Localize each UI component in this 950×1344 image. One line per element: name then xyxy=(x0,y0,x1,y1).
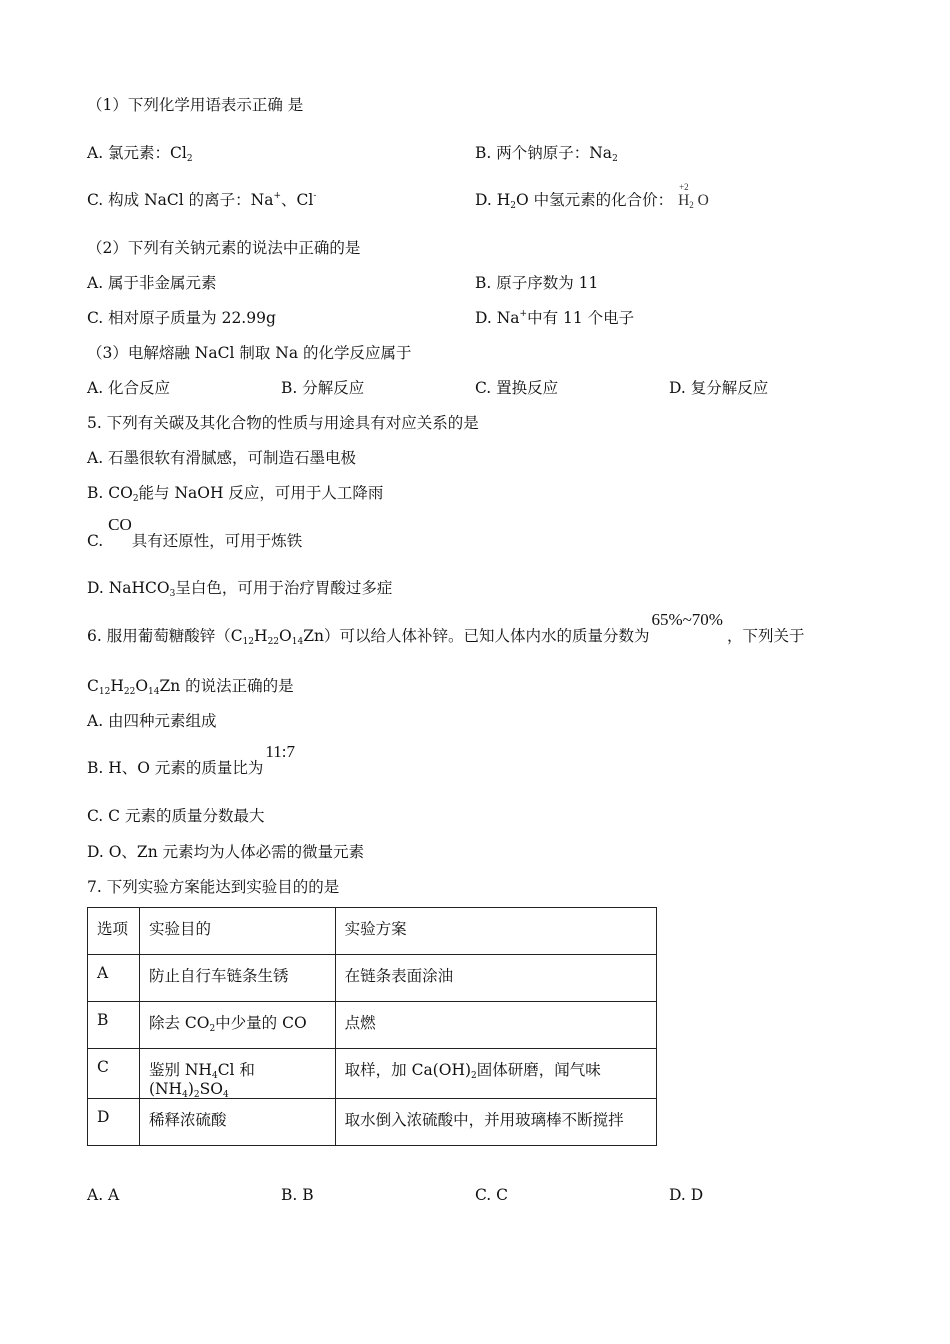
table-cell-option: B xyxy=(88,1002,140,1049)
q4-1-option-a: A. 氯元素：$Cl_2$ xyxy=(87,144,193,164)
q7-option-a: A. A xyxy=(87,1186,120,1204)
q4-1-stem: （1）下列化学用语表示正确 是 xyxy=(87,96,304,114)
q4-3-option-a: A. 化合反应 xyxy=(87,379,171,397)
q4-2-option-b: B. 原子序数为 11 xyxy=(475,274,599,292)
valence-formula: +2 $H_2$ O xyxy=(678,182,709,210)
table-cell-goal: 稀释浓硫酸 xyxy=(139,1099,335,1146)
q4-1-option-b: B. 两个钠原子：$Na_2$ xyxy=(475,144,618,164)
q5-option-d: D. NaHCO$_3$呈白色，可用于治疗胃酸过多症 xyxy=(87,579,393,599)
table-cell-option: C xyxy=(88,1049,140,1099)
q4-3-option-b: B. 分解反应 xyxy=(281,379,365,397)
q7-option-c: C. C xyxy=(475,1186,509,1204)
table-cell-goal: 鉴别 $NH_4Cl$ 和$(NH_4)_2SO_4$ xyxy=(139,1049,335,1099)
q4-3-option-c: C. 置换反应 xyxy=(475,379,559,397)
mass-ratio: 11:7 xyxy=(265,742,295,761)
q7-option-d: D. D xyxy=(669,1186,704,1204)
co-formula: CO xyxy=(108,515,132,534)
table-row xyxy=(88,1099,657,1146)
q5-stem: 5. 下列有关碳及其化合物的性质与用途具有对应关系的是 xyxy=(87,414,479,432)
q4-1-option-c: C. 构成 NaCl 的离子：Na+、Cl- xyxy=(87,191,317,209)
q5-option-b: B. $CO_2$能与 NaOH 反应，可用于人工降雨 xyxy=(87,484,384,504)
q4-2-option-a: A. 属于非金属元素 xyxy=(87,274,217,292)
q5-option-c: C. CO具有还原性，可用于炼铁 xyxy=(87,515,303,550)
table-cell-goal: 除去 $CO_2$中少量的 CO xyxy=(139,1002,335,1049)
q7-option-b: B. B xyxy=(281,1186,314,1204)
table-cell-option: A xyxy=(88,955,140,1002)
table-header: 选项 xyxy=(88,908,140,955)
q6-option-d: D. O、Zn 元素均为人体必需的微量元素 xyxy=(87,843,365,861)
table-cell-goal: 防止自行车链条生锈 xyxy=(139,955,335,1002)
q6-stem: 6. 服用葡萄糖酸锌$(C_{12}H_{22}O_{14}Zn)$可以给人体补锌。已知人体内水的质量分数为65%~70%，下列关于 xyxy=(87,610,805,647)
table-cell-plan: 取样，加 $Ca(OH)_2$固体研磨，闻气味 xyxy=(335,1049,656,1099)
table-row xyxy=(88,1049,657,1099)
table-cell-plan: 在链条表面涂油 xyxy=(335,955,656,1002)
table-cell-plan: 取水倒入浓硫酸中，并用玻璃棒不断搅拌 xyxy=(335,1099,656,1146)
q6-option-c: C. C 元素的质量分数最大 xyxy=(87,807,265,825)
water-percent: 65%~70% xyxy=(651,610,723,629)
table-header-row xyxy=(88,908,657,955)
q6-option-b: B. H、O 元素的质量比为11:7 xyxy=(87,742,295,777)
q4-3-stem: （3）电解熔融 NaCl 制取 Na 的化学反应属于 xyxy=(87,344,412,362)
q4-3-option-d: D. 复分解反应 xyxy=(669,379,769,397)
experiment-table xyxy=(87,907,657,1146)
q4-1-option-d: D. $H_2O$ 中氢元素的化合价： +2 $H_2$ O xyxy=(475,182,709,211)
q4-2-option-c: C. 相对原子质量为 22.99g xyxy=(87,309,276,327)
table-cell-option: D xyxy=(88,1099,140,1146)
q4-2-option-d: D. Na+中有 11 个电子 xyxy=(475,309,635,327)
q5-option-a: A. 石墨很软有滑腻感，可制造石墨电极 xyxy=(87,449,357,467)
q6-stem-line2: $C_{12}H_{22}O_{14}Zn$ 的说法正确的是 xyxy=(87,677,294,697)
table-header: 实验目的 xyxy=(139,908,335,955)
q7-stem: 7. 下列实验方案能达到实验目的的是 xyxy=(87,878,340,896)
table-row xyxy=(88,1002,657,1049)
q4-2-stem: （2）下列有关钠元素的说法中正确的是 xyxy=(87,239,361,257)
table-header: 实验方案 xyxy=(335,908,656,955)
q6-option-a: A. 由四种元素组成 xyxy=(87,712,217,730)
table-row xyxy=(88,955,657,1002)
table-cell-plan: 点燃 xyxy=(335,1002,656,1049)
